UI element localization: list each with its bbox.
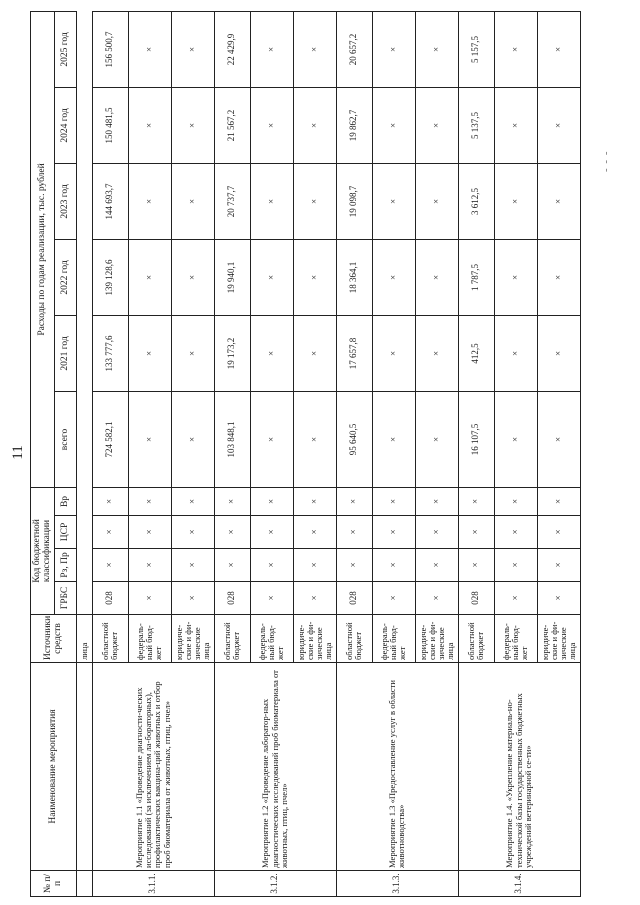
source-cell: юридиче-ские и фи-зические лица <box>537 615 580 663</box>
header-year: 2022 год <box>54 239 76 315</box>
total-cell: × <box>128 391 171 487</box>
rzpr-cell: × <box>537 549 580 582</box>
year-cell: 19 173,2 <box>214 315 250 391</box>
rzpr-cell: × <box>92 549 128 582</box>
year-cell: × <box>372 315 415 391</box>
year-cell: × <box>372 239 415 315</box>
year-cell: × <box>128 239 171 315</box>
cell-empty <box>76 549 92 582</box>
year-cell: × <box>171 163 214 239</box>
csr-cell: × <box>171 516 214 549</box>
year-cell: × <box>293 11 336 87</box>
header-year: 2024 год <box>54 87 76 163</box>
header-grbs: ГРБС <box>54 582 76 615</box>
source-cell: лица <box>76 615 92 663</box>
event-number: 3.1.2. <box>214 871 336 897</box>
total-cell: 95 640,5 <box>336 391 372 487</box>
cell-empty <box>76 163 92 239</box>
year-cell: 17 657,8 <box>336 315 372 391</box>
year-cell: 150 481,5 <box>92 87 128 163</box>
csr-cell: × <box>92 516 128 549</box>
event-number: 3.1.1. <box>92 871 214 897</box>
source-cell: юридиче-ские и фи-зические лица <box>171 615 214 663</box>
event-name: Мероприятие 1.2 «Проведение лаборатор-ных диагностических исследований проб биоматериала от животных, птиц, пчел» <box>214 663 336 871</box>
header-year: 2021 год <box>54 315 76 391</box>
rzpr-cell: × <box>494 549 537 582</box>
year-cell: × <box>494 163 537 239</box>
grbs-cell: × <box>537 582 580 615</box>
rzpr-cell: × <box>415 549 458 582</box>
year-cell: × <box>250 315 293 391</box>
year-cell: 22 429,9 <box>214 11 250 87</box>
total-cell: × <box>494 391 537 487</box>
header-year: 2025 год <box>54 11 76 87</box>
source-cell: юридиче-ские и фи-зические лица <box>415 615 458 663</box>
rzpr-cell: × <box>214 549 250 582</box>
source-cell: федераль-ный бюд-жет <box>128 615 171 663</box>
grbs-cell: 028 <box>336 582 372 615</box>
event-name: Мероприятие 1.1 «Проведение диагности-ческих исследований (за исключением ла-бораторных), профилактических вакцина-ций животных и отбор проб биоматериала от животных, птиц, пчел» <box>92 663 214 871</box>
year-cell: 20 657,2 <box>336 11 372 87</box>
year-cell: × <box>128 11 171 87</box>
year-cell: × <box>415 239 458 315</box>
grbs-cell: × <box>372 582 415 615</box>
year-cell: × <box>372 11 415 87</box>
csr-cell: × <box>250 516 293 549</box>
csr-cell: × <box>293 516 336 549</box>
page-number: 11 <box>10 445 26 460</box>
grbs-cell: × <box>415 582 458 615</box>
year-cell: × <box>171 87 214 163</box>
cell-empty <box>76 516 92 549</box>
event-number: 3.1.4. <box>458 871 580 897</box>
source-cell: юридиче-ские и фи-зические лица <box>293 615 336 663</box>
header-rzpr: Рз, Пр <box>54 549 76 582</box>
csr-cell: × <box>494 516 537 549</box>
event-name: Мероприятие 1.3 «Предоставление услуг в области животноводства» <box>336 663 458 871</box>
cell-empty <box>76 871 92 897</box>
header-sources: Источники средств <box>31 615 77 663</box>
year-cell: × <box>128 87 171 163</box>
source-cell: федераль-ный бюд-жет <box>250 615 293 663</box>
event-number: 3.1.3. <box>336 871 458 897</box>
grbs-cell: 028 <box>92 582 128 615</box>
year-cell: × <box>293 239 336 315</box>
vr-cell: × <box>415 487 458 515</box>
grbs-cell: 028 <box>458 582 494 615</box>
year-cell: × <box>293 87 336 163</box>
vr-cell: × <box>293 487 336 515</box>
year-cell: × <box>415 163 458 239</box>
source-cell: областной бюджет <box>92 615 128 663</box>
year-cell: × <box>415 315 458 391</box>
table-row <box>458 11 494 896</box>
rzpr-cell: × <box>372 549 415 582</box>
year-cell: 19 862,7 <box>336 87 372 163</box>
year-cell: 19 940,1 <box>214 239 250 315</box>
cell-empty <box>76 11 92 87</box>
grbs-cell: × <box>171 582 214 615</box>
year-cell: × <box>372 87 415 163</box>
table-row <box>92 11 128 896</box>
header-budget-code: Код бюджетной классификации <box>31 487 55 614</box>
year-cell: 5 137,5 <box>458 87 494 163</box>
cell-empty <box>76 391 92 487</box>
year-cell: × <box>537 163 580 239</box>
rzpr-cell: × <box>250 549 293 582</box>
cell-empty <box>76 87 92 163</box>
vr-cell: × <box>214 487 250 515</box>
vr-cell: × <box>458 487 494 515</box>
page-dots: - - - <box>600 150 612 172</box>
year-cell: × <box>494 11 537 87</box>
year-cell: 3 612,5 <box>458 163 494 239</box>
year-cell: 139 128,6 <box>92 239 128 315</box>
grbs-cell: × <box>250 582 293 615</box>
grbs-cell: 028 <box>214 582 250 615</box>
total-cell: 16 107,5 <box>458 391 494 487</box>
year-cell: × <box>128 315 171 391</box>
year-cell: × <box>293 163 336 239</box>
year-cell: × <box>372 163 415 239</box>
csr-cell: × <box>214 516 250 549</box>
vr-cell: × <box>336 487 372 515</box>
header-expenses: Расходы по годам реализации, тыс. рублей <box>31 11 55 487</box>
year-cell: × <box>494 239 537 315</box>
year-cell: × <box>494 315 537 391</box>
total-cell: 103 848,1 <box>214 391 250 487</box>
vr-cell: × <box>92 487 128 515</box>
vr-cell: × <box>372 487 415 515</box>
total-cell: × <box>293 391 336 487</box>
total-cell: × <box>415 391 458 487</box>
year-cell: × <box>537 11 580 87</box>
vr-cell: × <box>128 487 171 515</box>
year-cell: × <box>171 239 214 315</box>
total-cell: × <box>171 391 214 487</box>
year-cell: 1 787,5 <box>458 239 494 315</box>
year-cell: × <box>415 87 458 163</box>
header-vr: Вр <box>54 487 76 515</box>
csr-cell: × <box>372 516 415 549</box>
header-csr: ЦСР <box>54 516 76 549</box>
year-cell: × <box>250 163 293 239</box>
year-cell: × <box>293 315 336 391</box>
rzpr-cell: × <box>128 549 171 582</box>
year-cell: × <box>250 11 293 87</box>
source-cell: федераль-ный бюд-жет <box>372 615 415 663</box>
vr-cell: × <box>250 487 293 515</box>
rzpr-cell: × <box>293 549 336 582</box>
carry-over-row <box>76 11 92 896</box>
year-cell: × <box>537 87 580 163</box>
year-cell: 156 500,7 <box>92 11 128 87</box>
grbs-cell: × <box>128 582 171 615</box>
year-cell: 412,5 <box>458 315 494 391</box>
cell-empty <box>76 239 92 315</box>
year-cell: 5 157,5 <box>458 11 494 87</box>
rzpr-cell: × <box>458 549 494 582</box>
header-no: № п/п <box>31 871 77 897</box>
header-total: всего <box>54 391 76 487</box>
header-event-name: Наименование мероприятия <box>31 663 77 871</box>
total-cell: × <box>250 391 293 487</box>
table-row <box>214 11 250 896</box>
expenses-table <box>30 11 581 897</box>
csr-cell: × <box>458 516 494 549</box>
csr-cell: × <box>537 516 580 549</box>
source-cell: областной бюджет <box>214 615 250 663</box>
year-cell: 144 693,7 <box>92 163 128 239</box>
year-cell: 19 098,7 <box>336 163 372 239</box>
year-cell: 20 737,7 <box>214 163 250 239</box>
source-cell: федераль-ный бюд-жет <box>494 615 537 663</box>
year-cell: × <box>537 315 580 391</box>
header-year: 2023 год <box>54 163 76 239</box>
vr-cell: × <box>171 487 214 515</box>
vr-cell: × <box>494 487 537 515</box>
cell-empty <box>76 315 92 391</box>
year-cell: × <box>171 11 214 87</box>
total-cell: × <box>537 391 580 487</box>
rzpr-cell: × <box>336 549 372 582</box>
cell-empty <box>76 663 92 871</box>
year-cell: × <box>494 87 537 163</box>
vr-cell: × <box>537 487 580 515</box>
total-cell: × <box>372 391 415 487</box>
source-cell: областной бюджет <box>458 615 494 663</box>
event-name: Мероприятие 1.4. «Укрепление материаль-но-технической базы государственных бюджетных учреждений ветеринарной се-ти» <box>458 663 580 871</box>
year-cell: 21 567,2 <box>214 87 250 163</box>
year-cell: × <box>128 163 171 239</box>
year-cell: × <box>250 239 293 315</box>
grbs-cell: × <box>293 582 336 615</box>
csr-cell: × <box>415 516 458 549</box>
year-cell: 133 777,6 <box>92 315 128 391</box>
year-cell: × <box>537 239 580 315</box>
csr-cell: × <box>336 516 372 549</box>
cell-empty <box>76 487 92 515</box>
total-cell: 724 582,1 <box>92 391 128 487</box>
year-cell: 18 364,1 <box>336 239 372 315</box>
year-cell: × <box>250 87 293 163</box>
table-row <box>336 11 372 896</box>
cell-empty <box>76 582 92 615</box>
rzpr-cell: × <box>171 549 214 582</box>
csr-cell: × <box>128 516 171 549</box>
year-cell: × <box>171 315 214 391</box>
year-cell: × <box>415 11 458 87</box>
source-cell: областной бюджет <box>336 615 372 663</box>
grbs-cell: × <box>494 582 537 615</box>
